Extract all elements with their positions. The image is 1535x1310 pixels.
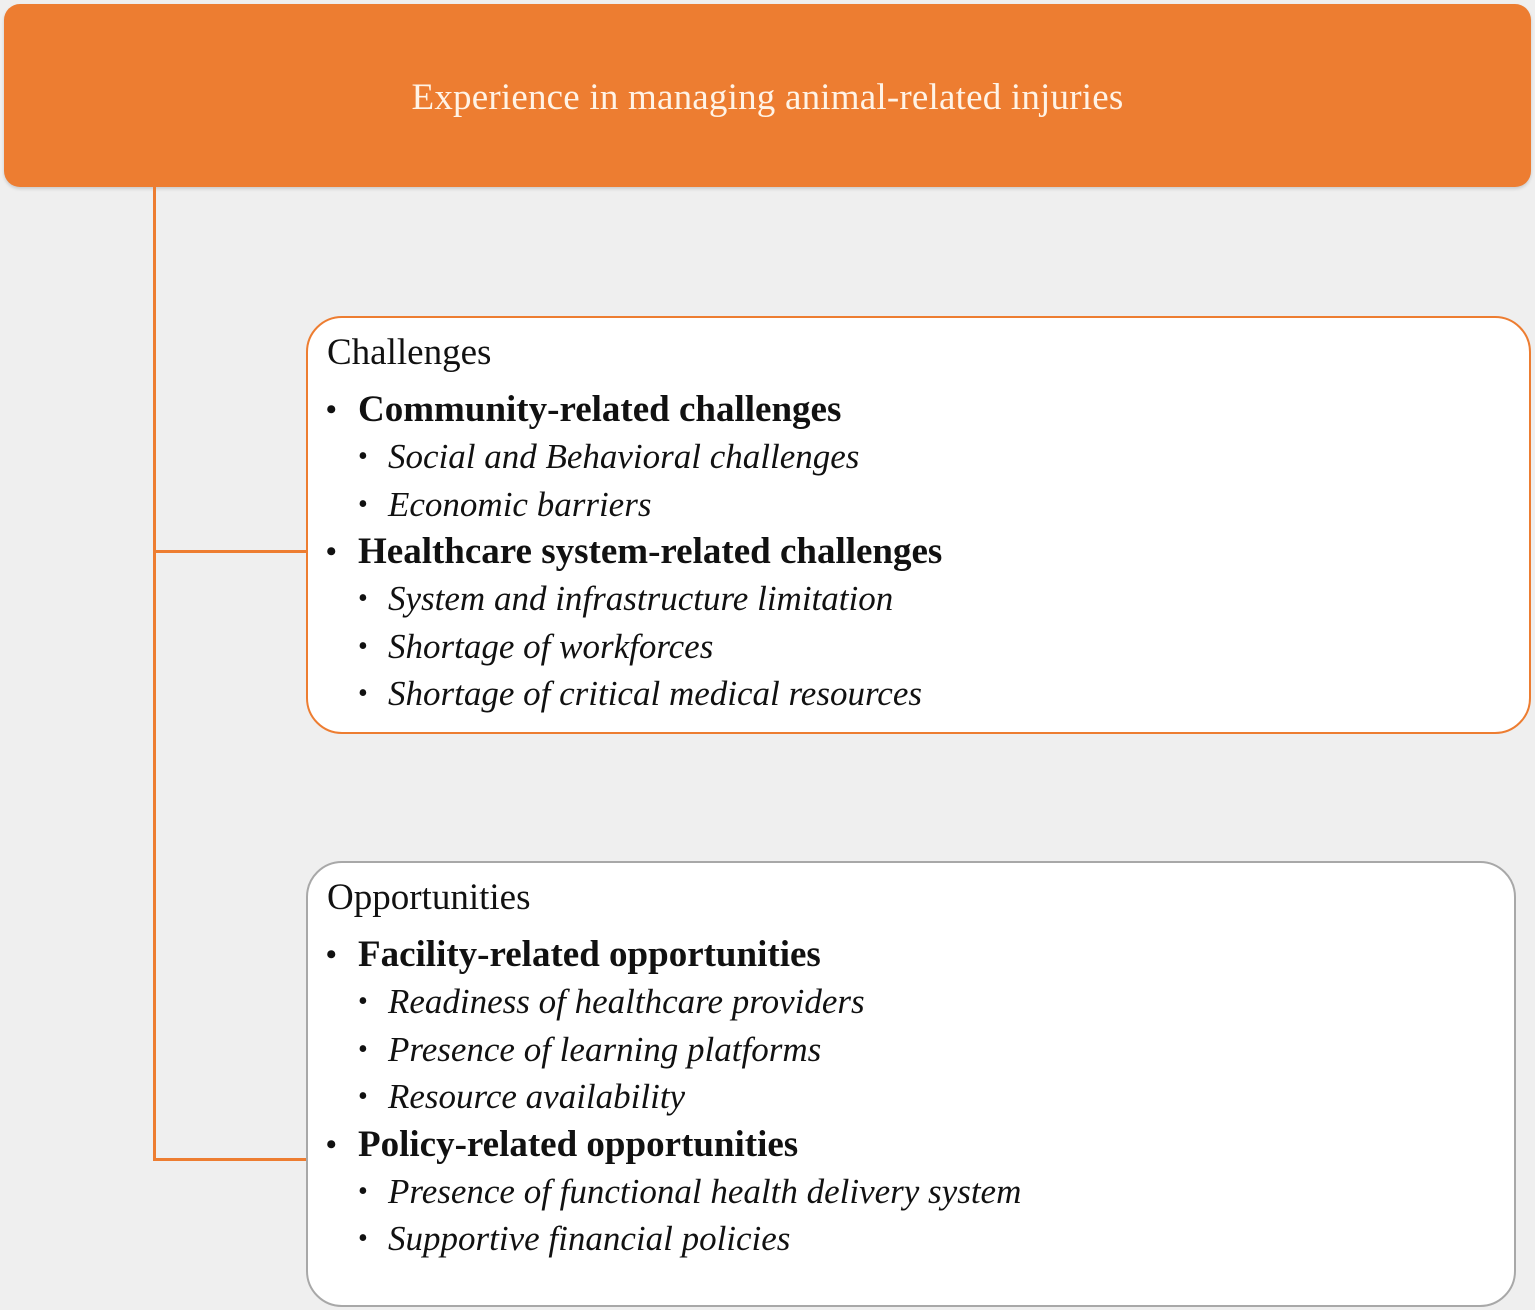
connector-opportunities — [153, 1158, 308, 1161]
opportunity-group — [326, 1121, 1021, 1263]
challenge-item — [358, 433, 942, 481]
opportunity-item — [358, 978, 1021, 1026]
challenges-box — [306, 316, 1531, 734]
opportunity-item — [358, 1168, 1021, 1216]
bullet-icon: • — [358, 678, 368, 709]
challenge-item — [358, 575, 942, 623]
bullet-icon: • — [358, 630, 368, 662]
bullet-icon: • — [326, 535, 337, 568]
bullet-icon: • — [326, 393, 337, 426]
challenge-group — [326, 528, 942, 718]
bullet-icon: • — [358, 1081, 368, 1112]
diagram-title: Experience in managing animal-related injuries — [411, 77, 1124, 118]
opportunity-item-label: Resource availability — [388, 1077, 686, 1116]
challenge-item-label: System and infrastructure limitation — [388, 579, 894, 618]
challenge-item-label: Economic barriers — [388, 484, 652, 524]
opportunity-item — [358, 1073, 1021, 1121]
challenge-sublist — [358, 433, 942, 528]
bullet-icon: • — [358, 488, 368, 520]
bullet-icon: • — [358, 1223, 368, 1254]
bullet-icon: • — [326, 938, 337, 971]
challenge-item-label: Shortage of critical medical resources — [388, 674, 922, 713]
challenge-item — [358, 623, 942, 671]
challenge-group-label: Community-related challenges — [358, 389, 842, 430]
header-box — [4, 4, 1531, 187]
opportunity-group-label: Policy-related opportunities — [358, 1123, 799, 1165]
opportunity-item — [358, 1026, 1021, 1074]
bullet-icon: • — [358, 986, 368, 1017]
opportunity-group-label: Facility-related opportunities — [358, 934, 821, 975]
connector-trunk — [153, 187, 156, 1161]
opportunity-item-label: Supportive financial policies — [388, 1219, 791, 1258]
opportunities-box — [306, 861, 1516, 1307]
bullet-icon: • — [358, 441, 368, 472]
opportunities-title: Opportunities — [327, 877, 531, 918]
opportunity-sublist — [358, 978, 1021, 1121]
challenge-item-label: Shortage of workforces — [388, 626, 714, 666]
opportunity-item-label: Readiness of healthcare providers — [388, 982, 865, 1021]
challenge-sublist — [358, 575, 942, 718]
challenge-item-label: Social and Behavioral challenges — [388, 437, 860, 476]
connector-challenges — [153, 550, 308, 553]
challenge-item — [358, 670, 942, 718]
challenge-group-label: Healthcare system-related challenges — [358, 531, 943, 572]
bullet-icon: • — [358, 1175, 368, 1207]
opportunity-item-label: Presence of learning platforms — [388, 1029, 822, 1069]
opportunity-item-label: Presence of functional health delivery system — [388, 1171, 1022, 1211]
bullet-icon: • — [358, 583, 368, 614]
challenges-title: Challenges — [327, 332, 492, 373]
challenge-item — [358, 481, 942, 529]
challenge-group — [326, 386, 942, 528]
opportunity-sublist — [358, 1168, 1021, 1263]
bullet-icon: • — [358, 1033, 368, 1065]
opportunity-group — [326, 931, 1021, 1121]
challenges-list — [326, 386, 942, 718]
opportunities-list — [326, 931, 1021, 1263]
bullet-icon: • — [326, 1127, 337, 1161]
opportunity-item — [358, 1215, 1021, 1263]
